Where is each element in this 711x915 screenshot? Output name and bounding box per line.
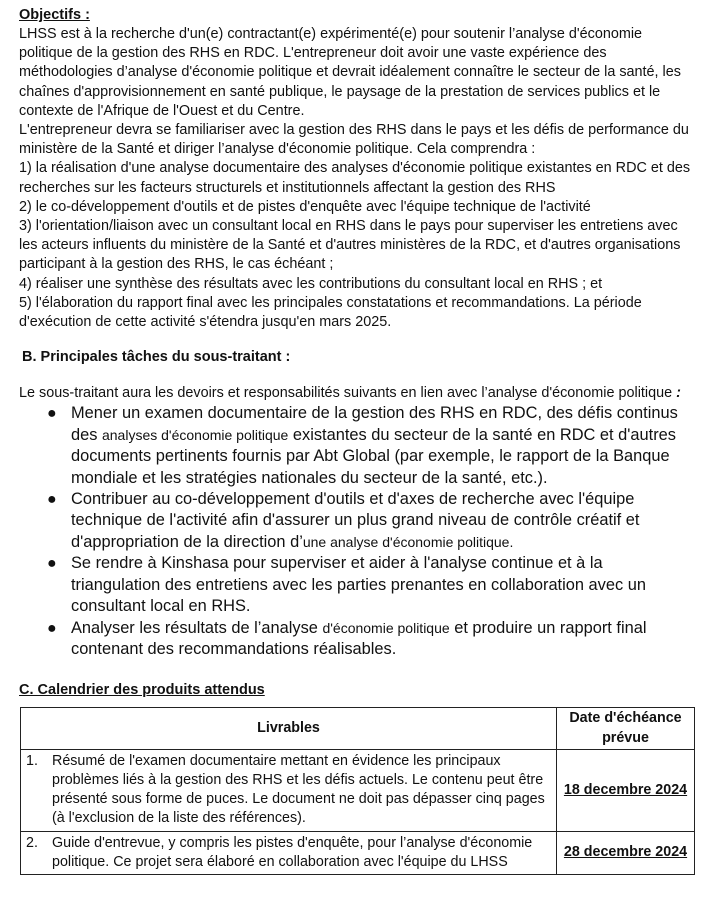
list-item	[47, 489, 695, 553]
objectifs-item: 3) l'orientation/liaison avec un consultant local en RHS dans le pays pour superviser les entretiens avec les acteurs influents du ministère de la Santé et d'autres ministères de la RDC, et d'autres organisations participant à la gestion des RHS, le cas échéant ;	[19, 218, 681, 273]
objectifs-item: 4) réaliser une synthèse des résultats avec les contributions du consultant local en RHS ; et	[19, 275, 603, 292]
bullet-icon: ●	[47, 405, 57, 423]
section-b-intro-text: Le sous-traitant aura les devoirs et responsabilités suivants en lien avec l’analyse d'économie politique	[19, 385, 673, 402]
document-page	[19, 6, 695, 875]
deliverables-table	[20, 707, 695, 875]
objectifs-item: 2) le co-développement d'outils et de pistes d'enquête avec l'équipe technique de l'activité	[19, 198, 591, 215]
objectifs-paragraph: L'entrepreneur devra se familiariser avec la gestion des RHS dans le pays et les défis de performance du ministère de la Santé et diriger l’analyse d'économie politique. Cela comprendra :	[19, 122, 689, 158]
task-text: Contribuer au co-développement d'outils et d'axes de recherche avec l'équipe technique de l'activité afin d'assurer un plus grand niveau de contrôle créatif et d'appropriation de la direction d’	[71, 490, 640, 551]
section-c-heading: C. Calendrier des produits attendus	[19, 682, 265, 699]
task-text-small: analyses d'économie politique	[101, 426, 289, 443]
objectifs-body	[19, 25, 695, 332]
objectifs-paragraph: LHSS est à la recherche d'un(e) contractant(e) expérimenté(e) pour soutenir l’analyse d'économie politique de la gestion des RHS en RDC. L'entrepreneur doit avoir une vaste expérience des méthodologies d’analyse d'économie politique et devrait idéalement connaître le secteur de la santé, les chaînes d'approvisionnement en santé publique, le paysage de la prestation de services publics et le contexte de l'Afrique de l'Ouest et du Centre.	[19, 26, 681, 119]
task-text: Mener un examen documentaire de la gestion des RHS en RDC, des défis continus des	[71, 404, 678, 444]
list-item	[47, 618, 695, 661]
task-text: existantes du secteur de la santé en RDC et d'autres documents pertinents fournis par Abt Global (par exemple, le rapport de la Banque mondiale et les stratégies nationales du secteur de la santé, etc.).	[71, 425, 676, 487]
section-b-intro	[19, 384, 695, 403]
bullet-icon: ●	[47, 555, 57, 573]
task-text: Analyser les résultats de l’analyse	[71, 618, 323, 637]
table-row	[21, 831, 695, 874]
column-header-livrables: Livrables	[21, 708, 557, 749]
section-b-heading: B. Principales tâches du sous-traitant :	[22, 349, 291, 366]
list-item	[47, 403, 695, 489]
deliverable-cell	[21, 831, 557, 874]
section-b-intro-colon: :	[672, 385, 681, 402]
table-header-row	[21, 708, 695, 749]
row-number: 2.	[26, 834, 38, 851]
objectifs-item: 5) l'élaboration du rapport final avec les principales constatations et recommandations. La période d'exécution de cette activité s'étendra jusqu'en mars 2025.	[19, 294, 642, 331]
task-text-small: une analyse d'économie politique.	[302, 533, 514, 550]
deliverable-cell	[21, 749, 557, 831]
table-row	[21, 749, 695, 831]
deliverable-text: Guide d'entrevue, y compris les pistes d'enquête, pour l’analyse d'économie politique. Ce projet sera élaboré en collaboration avec l'équipe du LHSS	[52, 834, 533, 870]
due-date: 18 decembre 2024	[557, 749, 695, 831]
deliverable-text: Résumé de l'examen documentaire mettant en évidence les principaux problèmes liés à la gestion des RHS et les défis actuels. Le contenu peut être présenté sous forme de puces. Le document ne doit pas dépasser cinq pages (à l'exclusion de la liste des références).	[52, 752, 545, 827]
bullet-icon: ●	[47, 619, 57, 637]
task-text: Se rendre à Kinshasa pour superviser et aider à l'analyse continue et à la triangulation des entretiens avec les parties prenantes en collaboration avec un consultant local en RHS.	[71, 554, 646, 616]
objectifs-heading: Objectifs :	[19, 7, 90, 23]
bullet-icon: ●	[47, 491, 57, 509]
list-item	[47, 553, 695, 617]
task-text-small: d'économie politique	[322, 619, 450, 636]
task-text: et produire un rapport final contenant des recommandations réalisables.	[71, 618, 647, 658]
objectifs-item: 1) la réalisation d'une analyse documentaire des analyses d'économie politique existantes en RDC et des recherches sur les facteurs structurels et institutionnels affectant la gestion des RHS	[19, 160, 691, 196]
due-date: 28 decembre 2024	[557, 831, 695, 874]
tasks-list	[19, 403, 695, 660]
column-header-date: Date d'échéance prévue	[557, 708, 695, 749]
row-number: 1.	[26, 752, 38, 769]
